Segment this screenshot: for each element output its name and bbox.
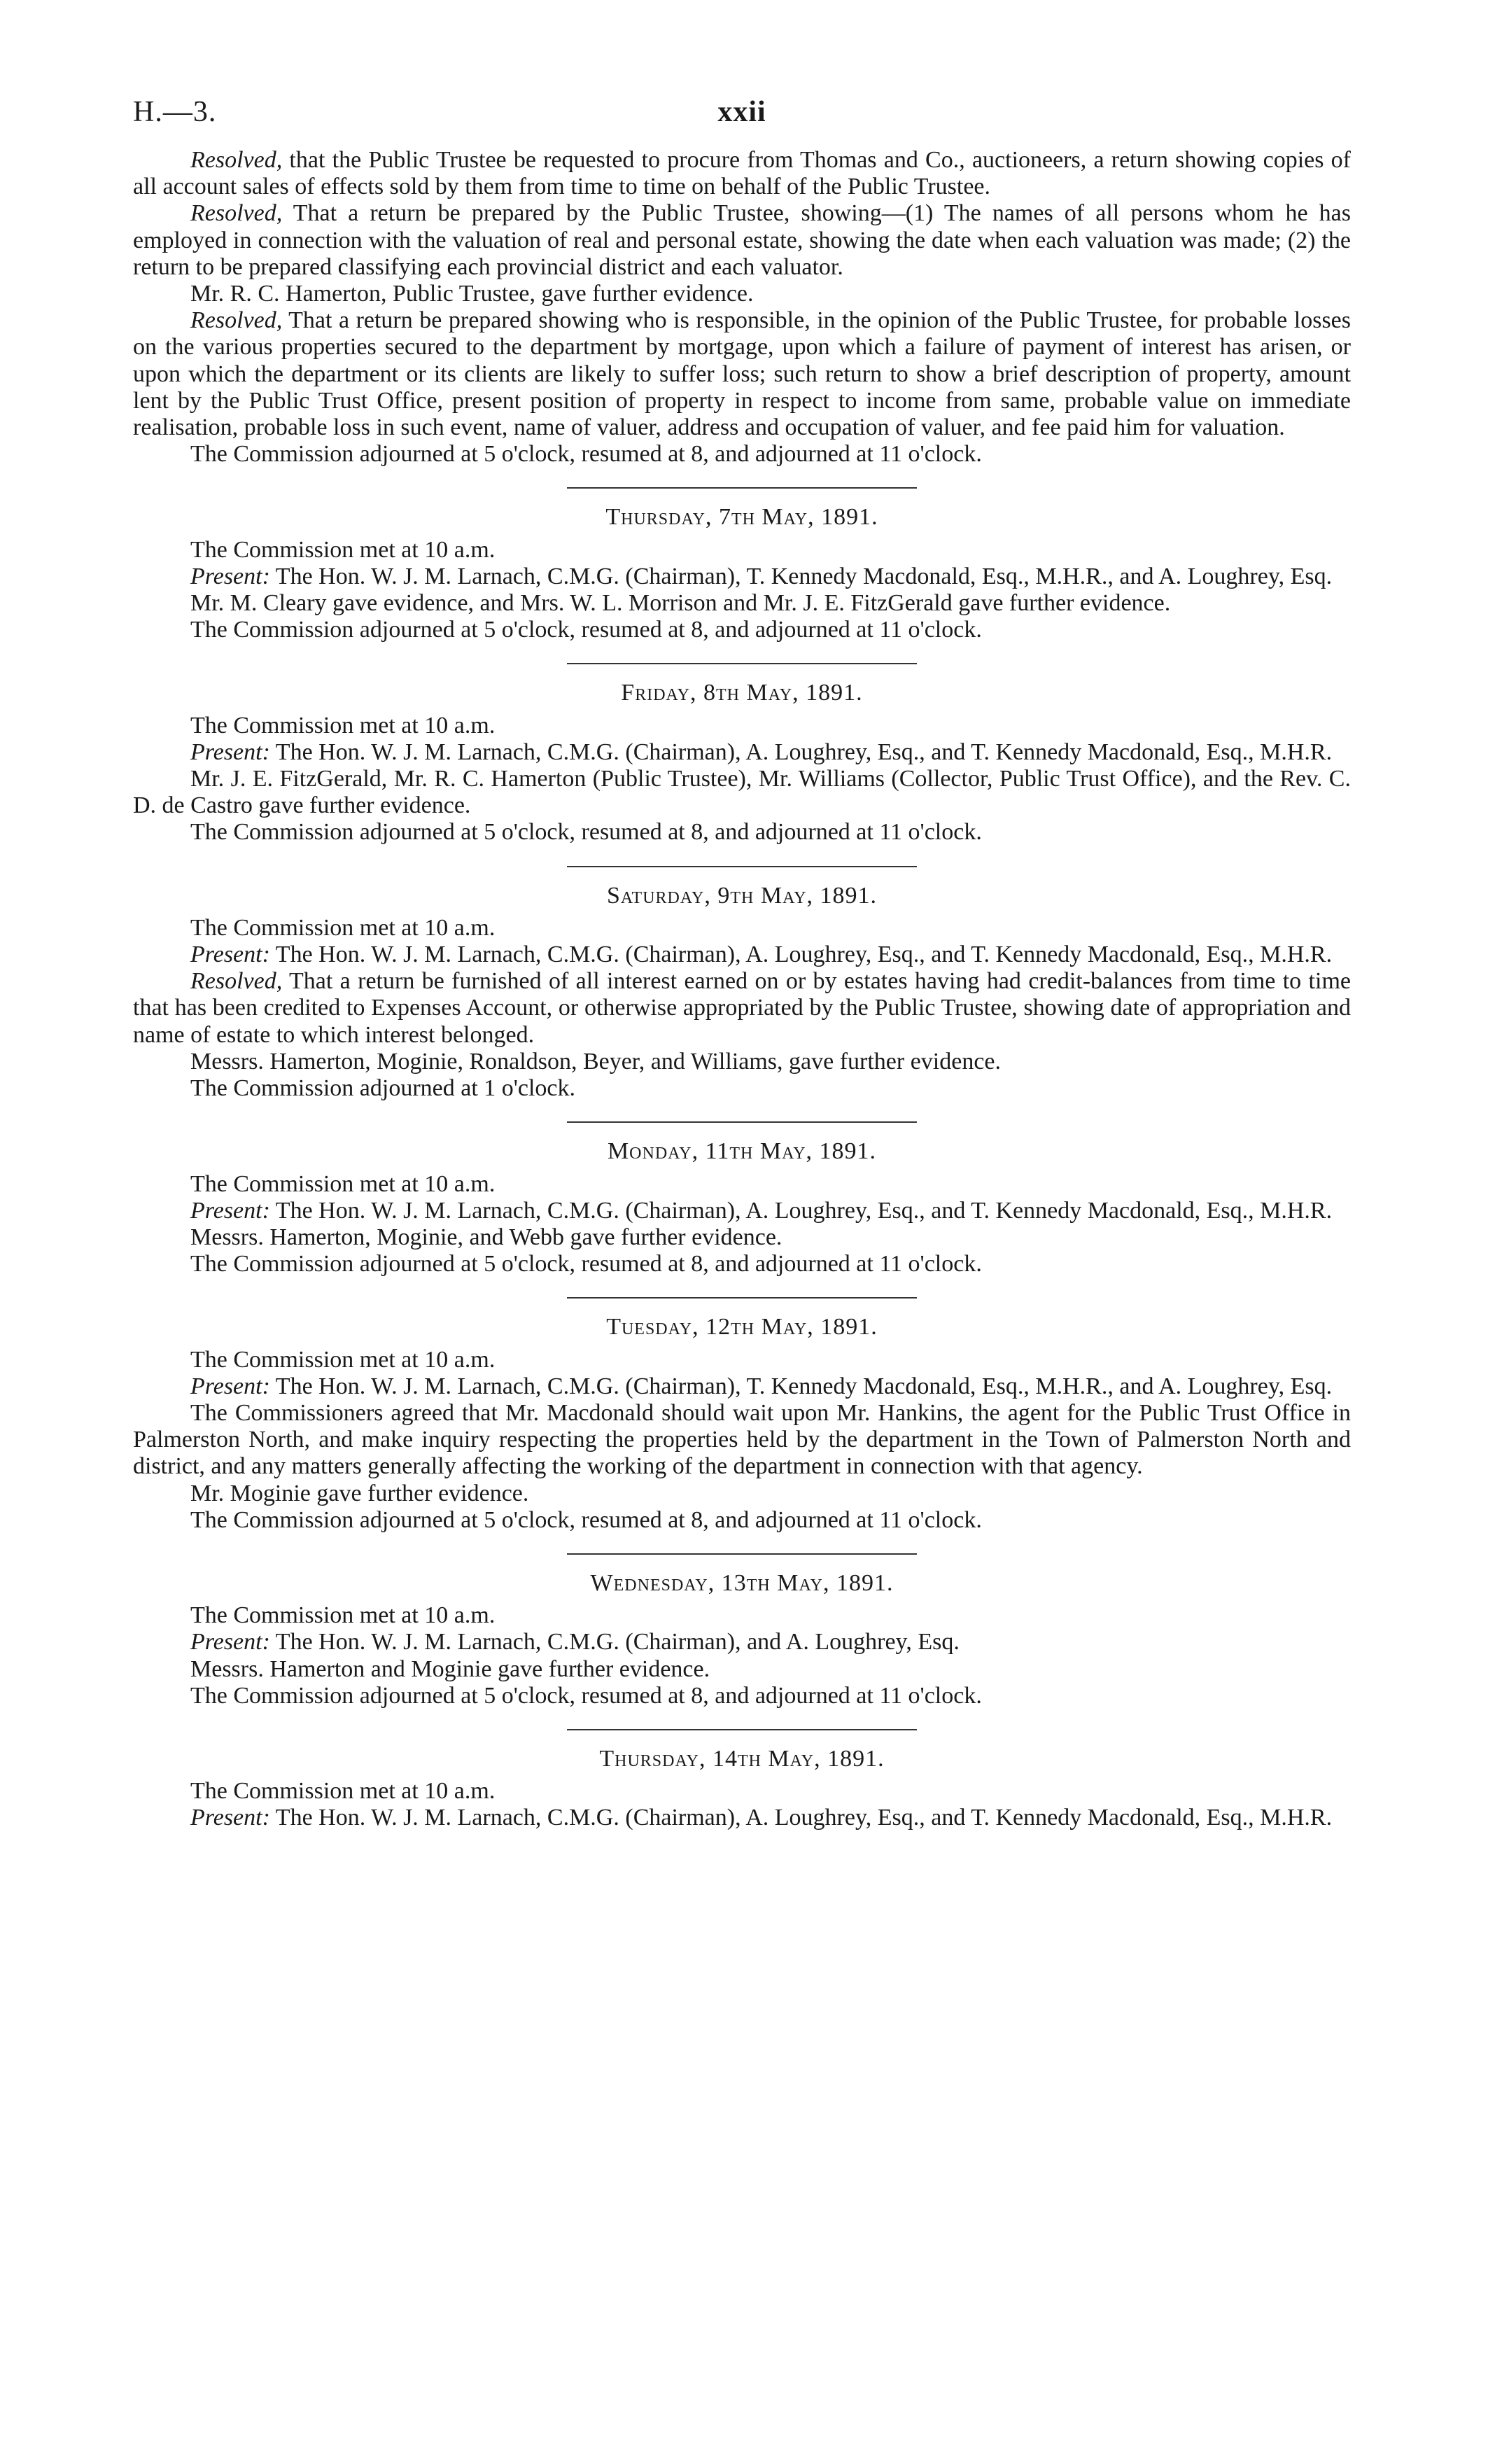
paragraph-text: Mr. J. E. FitzGerald, Mr. R. C. Hamerton (Public Trustee), Mr. Williams (Collector, Public Trust Office), and the Rev. C. D. de Castro gave further evidence.: [133, 766, 1351, 819]
paragraph: [133, 1805, 1351, 1831]
paragraph-text: The Commissioners agreed that Mr. Macdonald should wait upon Mr. Hankins, the agent for the Public Trust Office in Palmerston North, and make inquiry respecting the properties held by the department in the Town of Palmerston North and district, and any matters generally affecting the working of the department in connection with that agency.: [133, 1399, 1351, 1480]
paragraph-text: The Commission met at 10 a.m.: [190, 1170, 496, 1197]
meeting-date-heading: Thursday, 14th May, 1891.: [599, 1745, 885, 1772]
paragraph: [133, 819, 1351, 846]
section-divider: [567, 1121, 917, 1123]
running-head: [133, 91, 1351, 147]
paragraph: [133, 941, 1351, 968]
paragraph-text: That a return be furnished of all interest earned on or by estates having had credit-balances from time to time that has been credited to Expenses Account, or otherwise appropriated by the Public Trustee, showing date of appropriation and name of estate to which interest belonged.: [133, 968, 1351, 1048]
paragraph: [133, 1049, 1351, 1075]
paragraph-text: That a return be prepared showing who is responsible, in the opinion of the Public Trustee, for probable losses on the various properties secured to the department by mortgage, upon which a failure of payment of interest has arisen, or upon which the department or its clients are likely to suffer loss; such return to show a brief description of property, amount lent by the Public Trust Office, present position of property in respect to income from same, probable value on immediate realisation, probable loss in such event, name of valuer, address and occupation of valuer, and fee paid him for valuation.: [133, 307, 1351, 441]
paragraph: [133, 147, 1351, 200]
paragraph-text: The Commission adjourned at 5 o'clock, resumed at 8, and adjourned at 11 o'clock.: [190, 1506, 982, 1533]
paragraph: [133, 1347, 1351, 1373]
section-divider: [567, 1297, 917, 1298]
paragraph: [133, 1075, 1351, 1102]
paragraph-text: The Commission met at 10 a.m.: [190, 1346, 496, 1373]
paragraph: [133, 281, 1351, 307]
paragraph-text: The Commission adjourned at 5 o'clock, resumed at 8, and adjourned at 11 o'clock.: [190, 441, 982, 468]
paragraph-lead: Resolved,: [190, 200, 283, 227]
paragraph-text: The Hon. W. J. M. Larnach, C.M.G. (Chairman), T. Kennedy Macdonald, Esq., M.H.R., and A. Loughrey, Esq.: [269, 563, 1333, 589]
paragraph: [133, 564, 1351, 590]
paragraph: [133, 915, 1351, 941]
proceedings-body: [133, 147, 1351, 1832]
meeting-entry: [133, 1138, 1351, 1278]
meeting-entry: [133, 680, 1351, 846]
paragraph-text: The Commission met at 10 a.m.: [190, 1602, 496, 1629]
paragraph-lead: Present:: [190, 1629, 270, 1656]
paragraph: [133, 307, 1351, 441]
paragraph-text: Mr. M. Cleary gave evidence, and Mrs. W. L. Morrison and Mr. J. E. FitzGerald gave further evidence.: [190, 590, 1171, 617]
paragraph-lead: Present:: [190, 941, 270, 968]
section-divider: [567, 1729, 917, 1730]
paragraph-text: Messrs. Hamerton, Moginie, and Webb gave further evidence.: [190, 1224, 782, 1250]
paragraph-lead: Present:: [190, 738, 270, 765]
page-number: xxii: [717, 96, 766, 128]
paragraph: [133, 1251, 1351, 1278]
paragraph-text: The Commission met at 10 a.m.: [190, 914, 496, 941]
series-reference: H.—3.: [133, 96, 217, 128]
meeting-entry: [133, 883, 1351, 1102]
meeting-date-heading: Thursday, 7th May, 1891.: [605, 504, 878, 531]
paragraph-text: Messrs. Hamerton, Moginie, Ronaldson, Beyer, and Williams, gave further evidence.: [190, 1048, 1002, 1074]
intro-section: [133, 147, 1351, 468]
document-page: [133, 91, 1351, 1832]
meeting-date-heading: Friday, 8th May, 1891.: [621, 680, 863, 706]
paragraph: [133, 1778, 1351, 1805]
paragraph: [133, 739, 1351, 766]
paragraph-text: Messrs. Hamerton and Moginie gave further evidence.: [190, 1656, 710, 1682]
paragraph-lead: Resolved,: [190, 147, 283, 173]
section-divider: [567, 866, 917, 867]
paragraph: [133, 1480, 1351, 1507]
paragraph-text: that the Public Trustee be requested to procure from Thomas and Co., auctioneers, a return showing copies of all account sales of effects sold by them from time to time on behalf of the Public Trustee.: [133, 147, 1351, 200]
paragraph: [133, 766, 1351, 819]
paragraph: [133, 1373, 1351, 1400]
paragraph-text: The Commission met at 10 a.m.: [190, 1778, 496, 1805]
meeting-date-heading: Saturday, 9th May, 1891.: [606, 882, 878, 909]
paragraph: [133, 617, 1351, 643]
paragraph: [133, 1400, 1351, 1480]
paragraph-text: The Commission met at 10 a.m.: [190, 712, 496, 738]
paragraph-text: Mr. Moginie gave further evidence.: [190, 1480, 529, 1506]
meeting-date-heading: Tuesday, 12th May, 1891.: [606, 1314, 878, 1340]
paragraph: [133, 968, 1351, 1049]
paragraph-text: Mr. R. C. Hamerton, Public Trustee, gave further evidence.: [190, 281, 754, 307]
paragraph: [133, 713, 1351, 739]
paragraph: [133, 1602, 1351, 1629]
paragraph-text: The Commission adjourned at 5 o'clock, resumed at 8, and adjourned at 11 o'clock.: [190, 617, 982, 643]
paragraph: [133, 1224, 1351, 1251]
paragraph-text: The Hon. W. J. M. Larnach, C.M.G. (Chairman), and A. Loughrey, Esq.: [269, 1629, 960, 1656]
paragraph: [133, 1683, 1351, 1709]
meetings-list: [133, 487, 1351, 1831]
paragraph-text: The Commission adjourned at 5 o'clock, resumed at 8, and adjourned at 11 o'clock.: [190, 1682, 982, 1709]
meeting-date-heading: Wednesday, 13th May, 1891.: [590, 1569, 894, 1596]
paragraph: [133, 537, 1351, 564]
paragraph-text: The Hon. W. J. M. Larnach, C.M.G. (Chairman), A. Loughrey, Esq., and T. Kennedy Macdonald, Esq., M.H.R.: [269, 738, 1333, 765]
paragraph-lead: Resolved,: [190, 307, 283, 334]
paragraph: [133, 1629, 1351, 1656]
paragraph-lead: Present:: [190, 563, 270, 589]
meeting-date-heading: Monday, 11th May, 1891.: [607, 1138, 877, 1165]
paragraph: [133, 200, 1351, 281]
paragraph-lead: Present:: [190, 1373, 270, 1399]
meeting-entry: [133, 1314, 1351, 1534]
paragraph-text: The Commission adjourned at 1 o'clock.: [190, 1075, 576, 1102]
paragraph: [133, 1198, 1351, 1224]
paragraph: [133, 1656, 1351, 1683]
paragraph-text: The Commission met at 10 a.m.: [190, 536, 496, 563]
paragraph-lead: Resolved,: [190, 968, 283, 995]
paragraph: [133, 441, 1351, 468]
paragraph: [133, 1171, 1351, 1198]
meeting-entry: [133, 1746, 1351, 1832]
paragraph-lead: Present:: [190, 1197, 270, 1224]
paragraph-text: The Hon. W. J. M. Larnach, C.M.G. (Chairman), A. Loughrey, Esq., and T. Kennedy Macdonald, Esq., M.H.R.: [269, 941, 1333, 968]
paragraph-text: The Commission adjourned at 5 o'clock, resumed at 8, and adjourned at 11 o'clock.: [190, 1251, 982, 1278]
paragraph-text: The Hon. W. J. M. Larnach, C.M.G. (Chairman), T. Kennedy Macdonald, Esq., M.H.R., and A. Loughrey, Esq.: [269, 1373, 1333, 1399]
meeting-entry: [133, 504, 1351, 643]
meeting-entry: [133, 1570, 1351, 1709]
section-divider: [567, 1553, 917, 1555]
paragraph-lead: Present:: [190, 1805, 270, 1831]
section-divider: [567, 487, 917, 489]
paragraph-text: That a return be prepared by the Public Trustee, showing—(1) The names of all persons whom he has employed in connection with the valuation of real and personal estate, showing the date when each valuation was made; (2) the return to be prepared classifying each provincial district and each valuator.: [133, 200, 1351, 280]
paragraph: [133, 590, 1351, 617]
paragraph: [133, 1507, 1351, 1534]
paragraph-text: The Hon. W. J. M. Larnach, C.M.G. (Chairman), A. Loughrey, Esq., and T. Kennedy Macdonald, Esq., M.H.R.: [269, 1197, 1333, 1224]
paragraph-text: The Commission adjourned at 5 o'clock, resumed at 8, and adjourned at 11 o'clock.: [190, 819, 982, 846]
paragraph-text: The Hon. W. J. M. Larnach, C.M.G. (Chairman), A. Loughrey, Esq., and T. Kennedy Macdonald, Esq., M.H.R.: [269, 1805, 1333, 1831]
section-divider: [567, 663, 917, 664]
